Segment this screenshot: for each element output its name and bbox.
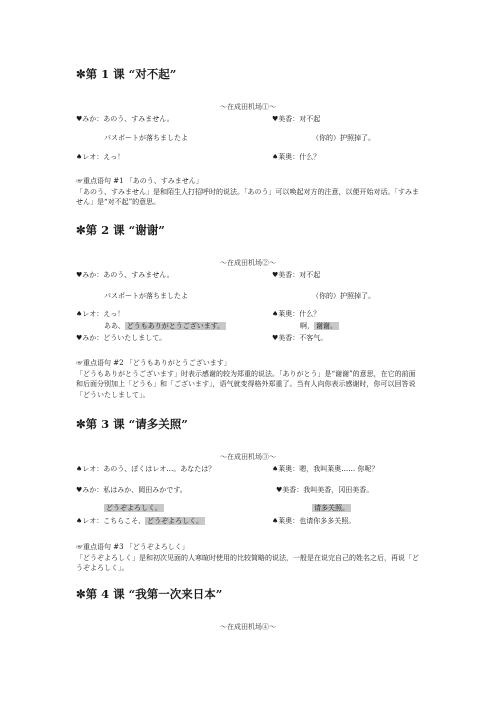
highlighted-phrase: 请多关照。: [314, 504, 349, 512]
lesson-3-title: ✼第 3 课 “请多关照”: [76, 417, 188, 431]
dialogue-line: ♥みか：どういたしまして。: [76, 334, 167, 342]
dialogue-translation: 啊， 谢谢。: [300, 322, 337, 330]
lesson-3-scene: ～在成田机场③～: [220, 453, 276, 461]
lesson-2-title: ✼第 2 课 “谢谢”: [76, 223, 165, 237]
dialogue-translation: [312, 503, 351, 513]
dialogue-line: ♥みか：あのう、すみません。: [76, 271, 174, 279]
dialogue-line: ♠レオ：えっ！: [76, 310, 125, 318]
key-phrase-heading: ☞重点语句 #2 「どうもありがとうございます」: [76, 359, 231, 367]
dialogue-translation: （你的）护照掉了。: [312, 134, 375, 142]
dialogue-line: ♠レオ：こちらこそ、 どうぞよろしく。: [76, 517, 204, 525]
dialogue-line: ♠レオ：えっ！: [76, 153, 125, 161]
highlighted-phrase: どうぞよろしく。: [147, 517, 204, 525]
lesson-1-key-phrase: [76, 176, 422, 208]
dialogue-translation: ♥美香：对不起: [272, 271, 321, 279]
dialogue-line: パスポートが落ちましたよ: [104, 134, 188, 142]
dialogue-translation: ♥美香：对不起: [272, 115, 321, 123]
highlighted-phrase: どうもありがとうございます。: [126, 322, 225, 330]
dialogue-line: ♥みか：私はみか、岡田みかです。: [76, 486, 187, 494]
lesson-1-scene: ～在成田机场①～: [220, 103, 276, 111]
dialogue-translation: ♠莱奥：也请你多多关照。: [272, 517, 356, 525]
lesson-2-key-phrase: [76, 358, 422, 400]
key-phrase-heading: ☞重点语句 #1 「あのう、すみません」: [76, 177, 203, 185]
lesson-3-key-phrase: [76, 542, 422, 574]
dialogue-translation: ♠莱奥：什么？: [272, 153, 321, 161]
dialogue-line: [104, 503, 164, 513]
dialogue-line: ♠レオ：あのう、ぼくはレオ…。あなたは？: [76, 465, 216, 473]
key-phrase-explanation: 「どうもありがとうございます」时表示感谢的较为郑重的说法。「ありがとう」是“谢谢”的意思，在它的前面和后面分别加上「どうも」和「ございます」，语气就变得格外郑重了。当有人向你表示感谢时，你可以回答说「どういたしまして」。: [76, 369, 416, 399]
dialogue-translation: ♠莱奥：什么？: [272, 310, 321, 318]
key-phrase-explanation: 「あのう、すみません」是和陌生人打招呼时的说法。「あのう」可以唤起对方的注意，以便开始对话。「すみません」是“对不起”的意思。: [76, 187, 419, 206]
lesson-1-title: ✼第 1 课 “对不起”: [76, 67, 177, 81]
dialogue-line: ああ、 どうもありがとうございます。: [104, 322, 225, 330]
dialogue-line: パスポートが落ちましたよ: [104, 292, 188, 300]
dialogue-translation: ♥美香：我叫美香，冈田美香。: [276, 486, 374, 494]
key-phrase-heading: ☞重点语句 #3 「どうぞよろしく」: [76, 543, 189, 551]
highlighted-phrase: 谢谢。: [316, 322, 337, 330]
lesson-4-scene: ～在成田机场④～: [220, 623, 276, 631]
key-phrase-explanation: 「どうぞよろしく」是和初次见面的人寒暄时使用的比较简略的说法，一般是在说完自己的姓名之后，再说「どうぞよろしく」。: [76, 553, 419, 572]
dialogue-translation: ♠莱奥：嗯，我叫莱奥…… 你呢？: [272, 465, 379, 473]
lesson-4-title: ✼第 4 课 “我第一次来日本”: [76, 587, 223, 601]
dialogue-line: ♥みか：あのう、すみません。: [76, 115, 174, 123]
lesson-2-scene: ～在成田机场②～: [220, 259, 276, 267]
dialogue-translation: （你的）护照掉了。: [312, 292, 375, 300]
dialogue-translation: ♥美香：不客气。: [272, 334, 328, 342]
highlighted-phrase: どうぞよろしく。: [106, 504, 162, 512]
